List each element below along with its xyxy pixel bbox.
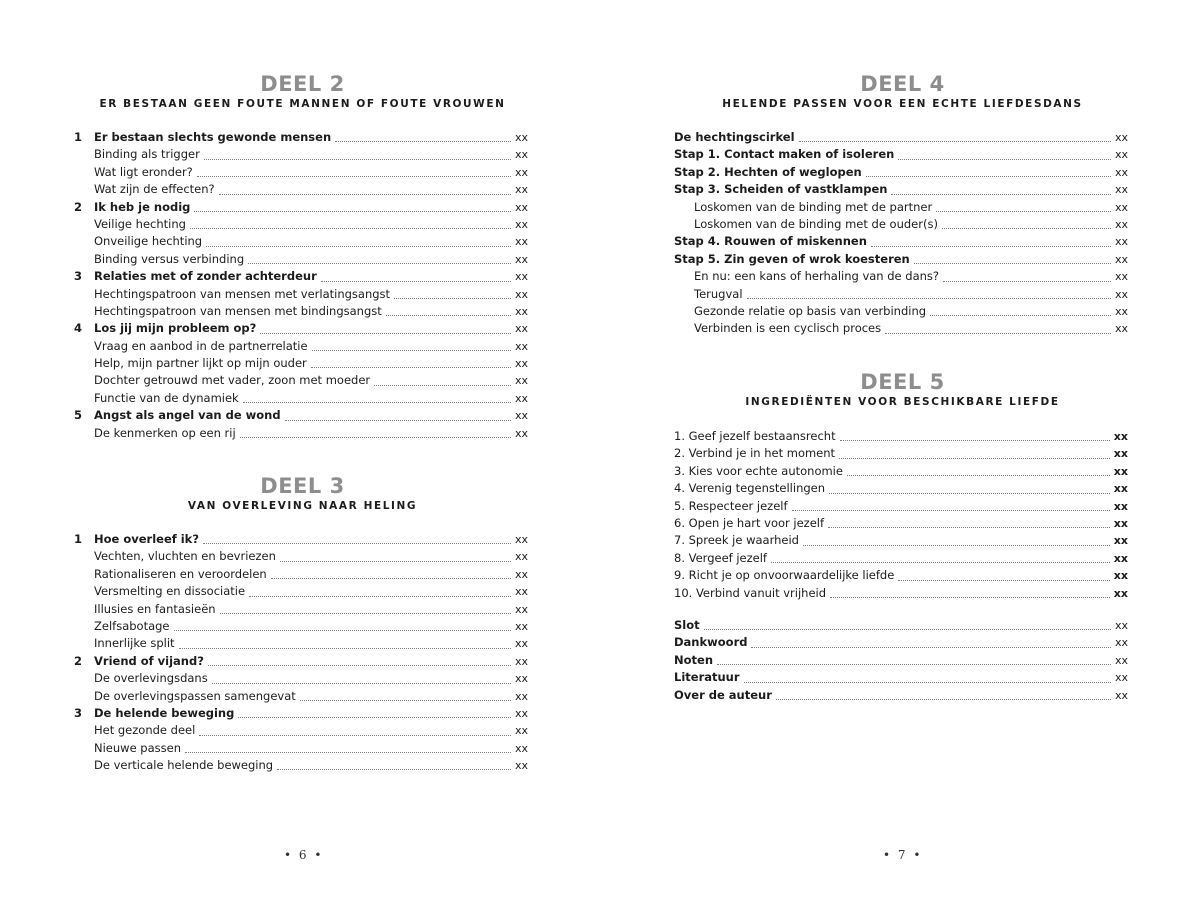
toc-entry[interactable]: Zelfsabotage xx bbox=[94, 618, 528, 633]
toc-entry[interactable]: De verticale helende beweging xx bbox=[94, 758, 528, 773]
toc-entry[interactable]: 5. Respecteer jezelf xx bbox=[674, 498, 1128, 513]
toc-entry[interactable]: 9. Richt je op onvoorwaardelijke liefde xx bbox=[674, 568, 1128, 583]
toc-entry[interactable]: Innerlijke split xx bbox=[94, 636, 528, 651]
deel2-toc bbox=[74, 129, 528, 442]
toc-entry[interactable]: Verbinden is een cyclisch proces xx bbox=[694, 321, 1128, 336]
toc-entry[interactable]: Rationaliseren en veroordelen xx bbox=[94, 566, 528, 581]
toc-entry[interactable]: Stap 4. Rouwen of miskennen xx bbox=[674, 234, 1128, 249]
toc-entry[interactable]: 1 Hoe overleef ik? xx bbox=[74, 532, 528, 546]
toc-entry[interactable]: Hechtingspatroon van mensen met bindingsangst xx bbox=[94, 303, 528, 318]
toc-entry[interactable]: Vraag en aanbod in de partnerrelatie xx bbox=[94, 338, 528, 353]
toc-entry[interactable]: Binding versus verbinding xx bbox=[94, 251, 528, 266]
toc-entry[interactable]: Over de auteur xx bbox=[674, 687, 1128, 702]
toc-entry[interactable]: Wat ligt eronder? xx bbox=[94, 164, 528, 179]
deel3-subtitle: VAN OVERLEVING NAAR HELING bbox=[187, 500, 418, 512]
toc-entry[interactable]: 1 Er bestaan slechts gewonde mensen xx bbox=[74, 130, 528, 144]
toc-entry[interactable]: Stap 5. Zin geven of wrok koesteren xx bbox=[674, 251, 1128, 266]
toc-entry[interactable]: 7. Spreek je waarheid xx bbox=[674, 533, 1128, 548]
toc-entry[interactable]: Terugval xx bbox=[694, 286, 1128, 301]
toc-entry[interactable]: Help, mijn partner lijkt op mijn ouder xx bbox=[94, 356, 528, 371]
toc-entry[interactable]: 2. Verbind je in het moment xx bbox=[674, 446, 1128, 461]
deel2-subtitle: ER BESTAAN GEEN FOUTE MANNEN OF FOUTE VROUWEN bbox=[99, 98, 506, 110]
deel3-heading bbox=[70, 475, 535, 513]
toc-entry[interactable]: Wat zijn de effecten? xx bbox=[94, 182, 528, 197]
deel5-heading bbox=[670, 371, 1135, 409]
toc-entry[interactable]: Loskomen van de binding met de partner xx bbox=[694, 199, 1128, 214]
toc-entry[interactable]: Vechten, vluchten en bevriezen xx bbox=[94, 549, 528, 564]
deel4-subtitle: HELENDE PASSEN VOOR EEN ECHTE LIEFDESDANS bbox=[722, 98, 1083, 110]
toc-entry[interactable]: Noten xx bbox=[674, 652, 1128, 667]
toc-entry[interactable]: Functie van de dynamiek xx bbox=[94, 390, 528, 405]
toc-entry[interactable]: 8. Vergeef jezelf xx bbox=[674, 550, 1128, 565]
toc-entry[interactable]: 3 De helende beweging xx bbox=[74, 705, 528, 720]
toc-entry[interactable]: 2 Vriend of vijand? xx bbox=[74, 653, 528, 668]
toc-entry[interactable]: De kenmerken op een rij xx bbox=[94, 425, 528, 440]
toc-entry[interactable]: 6. Open je hart voor jezelf xx bbox=[674, 515, 1128, 530]
right-page bbox=[600, 0, 1200, 909]
deel2-heading bbox=[70, 73, 535, 111]
page-number-right: • 7 • bbox=[883, 848, 923, 862]
toc-entry[interactable]: 10. Verbind vanuit vrijheid xx bbox=[674, 585, 1128, 600]
toc-entry[interactable]: 2 Ik heb je nodig xx bbox=[74, 199, 528, 214]
toc-entry[interactable]: Loskomen van de binding met de ouder(s) xx bbox=[694, 216, 1128, 231]
toc-entry[interactable]: Illusies en fantasieën xx bbox=[94, 601, 528, 616]
toc-entry[interactable]: Dochter getrouwd met vader, zoon met moeder xx bbox=[94, 373, 528, 388]
toc-entry[interactable]: De hechtingscirkel xx bbox=[674, 130, 1128, 144]
toc-entry[interactable]: Nieuwe passen xx bbox=[94, 740, 528, 755]
toc-entry[interactable]: 3. Kies voor echte autonomie xx bbox=[674, 463, 1128, 478]
deel4-title: DEEL 4 bbox=[860, 72, 945, 96]
toc-entry[interactable]: De overlevingspassen samengevat xx bbox=[94, 688, 528, 703]
page-number-left: • 6 • bbox=[284, 848, 324, 862]
deel3-toc bbox=[74, 531, 528, 774]
deel4-toc bbox=[674, 129, 1128, 338]
toc-entry[interactable]: En nu: een kans of herhaling van de dans? xx bbox=[694, 269, 1128, 284]
deel2-title: DEEL 2 bbox=[260, 72, 345, 96]
toc-entry[interactable]: Stap 1. Contact maken of isoleren xx bbox=[674, 147, 1128, 162]
toc-entry[interactable]: Binding als trigger xx bbox=[94, 147, 528, 162]
toc-entry[interactable]: 1. Geef jezelf bestaansrecht xx bbox=[674, 429, 1128, 443]
toc-entry[interactable]: Literatuur xx bbox=[674, 670, 1128, 685]
toc-entry[interactable]: Veilige hechting xx bbox=[94, 216, 528, 231]
deel3-title: DEEL 3 bbox=[260, 474, 345, 498]
toc-entry[interactable]: 4 Los jij mijn probleem op? xx bbox=[74, 321, 528, 336]
toc-entry[interactable]: Onveilige hechting xx bbox=[94, 234, 528, 249]
toc-entry[interactable]: Versmelting en dissociatie xx bbox=[94, 584, 528, 599]
toc-entry[interactable]: Stap 2. Hechten of weglopen xx bbox=[674, 164, 1128, 179]
toc-entry[interactable]: Gezonde relatie op basis van verbinding xx bbox=[694, 303, 1128, 318]
toc-entry[interactable]: Hechtingspatroon van mensen met verlatingsangst xx bbox=[94, 286, 528, 301]
deel4-heading bbox=[670, 73, 1135, 111]
deel5-title: DEEL 5 bbox=[860, 370, 945, 394]
toc-entry[interactable]: 5 Angst als angel van de wond xx bbox=[74, 408, 528, 423]
toc-entry[interactable]: Stap 3. Scheiden of vastklampen xx bbox=[674, 182, 1128, 197]
toc-entry[interactable]: Slot xx bbox=[674, 618, 1128, 632]
toc-entry[interactable]: 3 Relaties met of zonder achterdeur xx bbox=[74, 269, 528, 284]
toc-entry[interactable]: Dankwoord xx bbox=[674, 635, 1128, 650]
toc-entry[interactable]: De overlevingsdans xx bbox=[94, 671, 528, 686]
deel5-toc bbox=[674, 428, 1128, 602]
toc-entry[interactable]: 4. Verenig tegenstellingen xx bbox=[674, 481, 1128, 496]
back-matter-toc bbox=[674, 617, 1128, 704]
toc-entry[interactable]: Het gezonde deel xx bbox=[94, 723, 528, 738]
deel5-subtitle: INGREDIËNTEN VOOR BESCHIKBARE LIEFDE bbox=[745, 396, 1060, 408]
